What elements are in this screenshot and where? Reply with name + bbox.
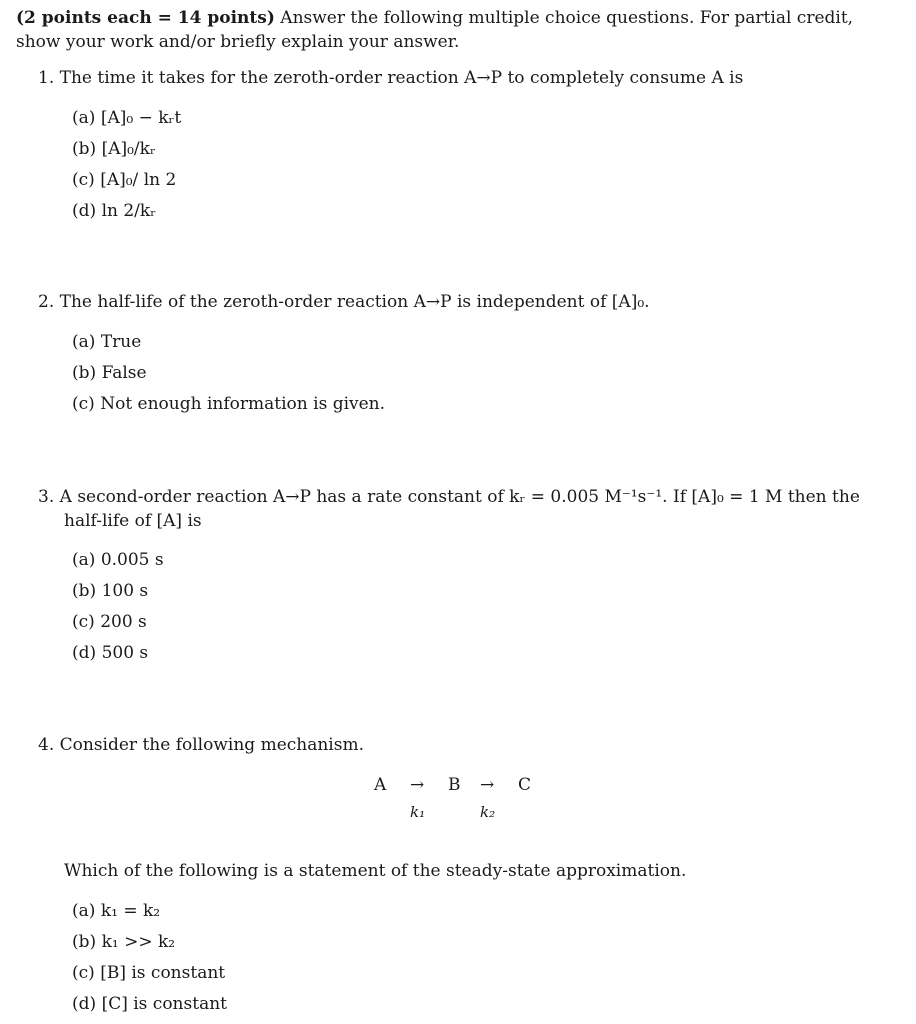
- question-text: The half-life of the zeroth-order reaction A→P is independent of [A]₀.: [59, 292, 650, 312]
- question-4: [38, 733, 364, 757]
- question-4-followup: Which of the following is a statement of the steady-state approximation.: [64, 861, 687, 881]
- option-2c: (c) Not enough information is given.: [72, 394, 386, 414]
- option-4c: (c) [B] is constant: [72, 963, 226, 983]
- points-heading: (2 points each = 14 points): [16, 8, 275, 28]
- option-4b: (b) k₁ >> k₂: [72, 932, 176, 952]
- question-text: The time it takes for the zeroth-order reaction A→P to completely consume A is: [59, 68, 744, 88]
- option-1d: (d) ln 2/kᵣ: [72, 201, 157, 221]
- arrow-icon: →: [480, 775, 495, 795]
- question-number: 3.: [38, 487, 55, 507]
- species-b: B: [448, 775, 461, 795]
- instructions-text: Answer the following multiple choice questions. For partial credit, show your work and/or briefly explain your answer.: [16, 8, 854, 52]
- rate-constant-k2: k₂: [480, 803, 496, 821]
- option-3a: (a) 0.005 s: [72, 550, 164, 570]
- option-2b: (b) False: [72, 363, 147, 383]
- option-4a: (a) k₁ = k₂: [72, 901, 161, 921]
- option-4d: (d) [C] is constant: [72, 994, 227, 1014]
- question-number: 2.: [38, 292, 55, 312]
- rate-constant-k1: k₁: [410, 803, 426, 821]
- question-3: [38, 485, 860, 509]
- instructions: [16, 6, 896, 54]
- question-3-line2: [64, 509, 202, 533]
- option-1a: (a) [A]₀ − kᵣt: [72, 108, 182, 128]
- question-text-line2: half-life of [A] is: [64, 511, 202, 531]
- species-c: C: [518, 775, 532, 795]
- option-3d: (d) 500 s: [72, 643, 149, 663]
- option-2a: (a) True: [72, 332, 142, 352]
- option-1c: (c) [A]₀/ ln 2: [72, 170, 177, 190]
- question-number: 1.: [38, 68, 55, 88]
- arrow-icon: →: [410, 775, 425, 795]
- question-number: 4.: [38, 735, 55, 755]
- question-text-line1: A second-order reaction A→P has a rate constant of kᵣ = 0.005 M⁻¹s⁻¹. If [A]₀ = 1 M then the: [59, 487, 860, 507]
- option-3b: (b) 100 s: [72, 581, 149, 601]
- option-1b: (b) [A]₀/kᵣ: [72, 139, 156, 159]
- question-2: [38, 290, 650, 314]
- question-text: Consider the following mechanism.: [59, 735, 364, 755]
- question-1: [38, 66, 743, 90]
- species-a: A: [374, 775, 387, 795]
- option-3c: (c) 200 s: [72, 612, 147, 632]
